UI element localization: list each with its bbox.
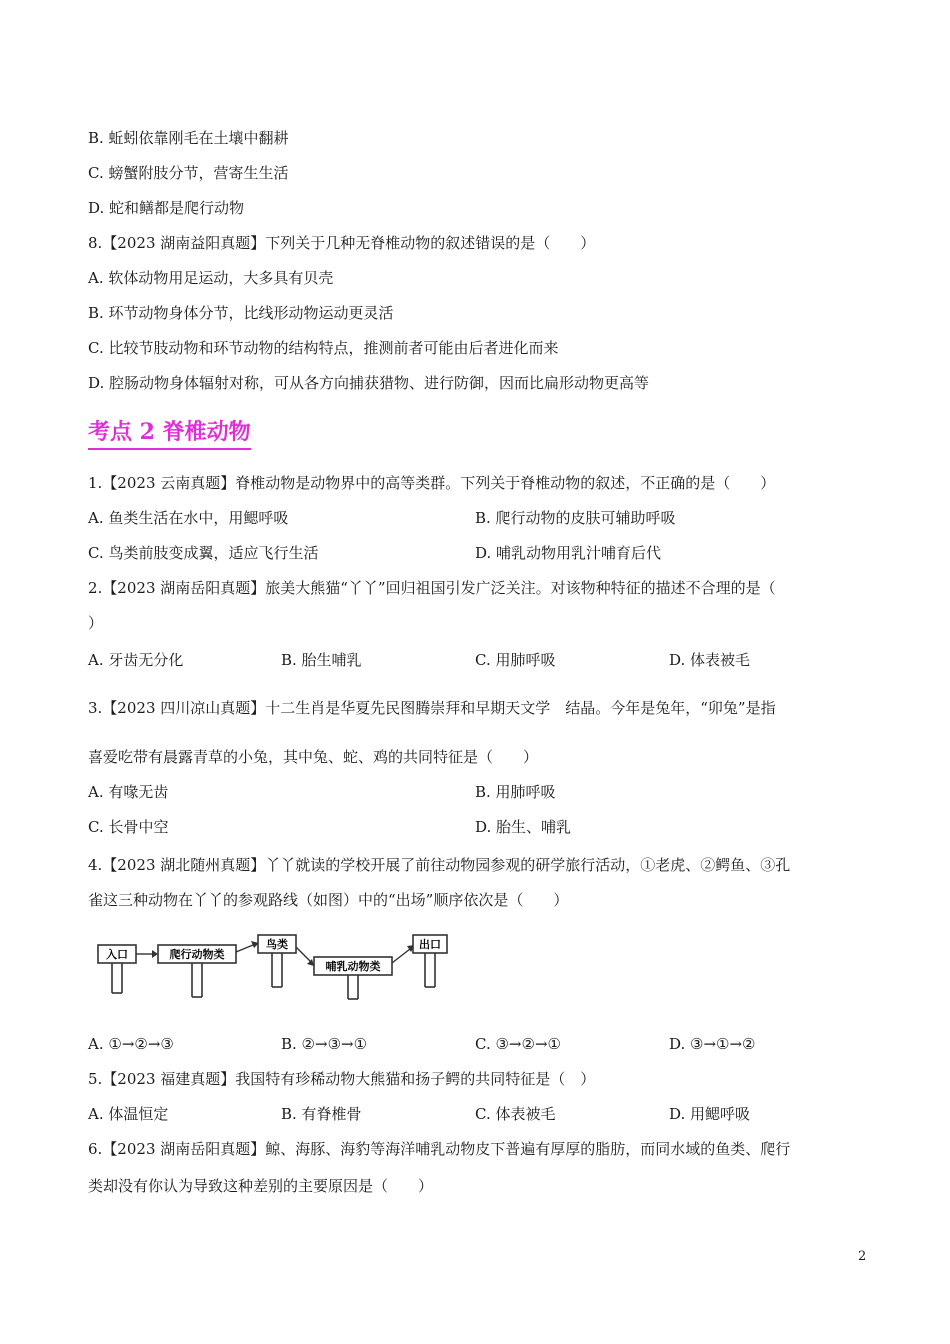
question-8-option-d: D. 腔肠动物身体辐射对称，可从各方向捕获猎物、进行防御，因而比扁形动物更高等 bbox=[88, 374, 650, 392]
question-5-option-a: A. 体温恒定 bbox=[88, 1105, 169, 1123]
question-1-option-d: D. 哺乳动物用乳汁哺育后代 bbox=[475, 544, 662, 562]
question-6-stem: 6.【2023 湖南岳阳真题】鲸、海豚、海豹等海洋哺乳动物皮下普遍有厚厚的脂肪，而同水域的鱼类、爬行 bbox=[88, 1140, 791, 1158]
question-1-option-c: C. 鸟类前肢变成翼，适应飞行生活 bbox=[88, 544, 319, 562]
section-heading: 考点 2 脊椎动物 bbox=[88, 418, 251, 450]
question-3-option-d: D. 胎生、哺乳 bbox=[475, 818, 572, 836]
question-3-stem: 3.【2023 四川凉山真题】十二生肖是华夏先民图腾崇拜和早期天文学 结晶。今年是兔年，“卯兔”是指 bbox=[88, 699, 776, 717]
question-1-option-b: B. 爬行动物的皮肤可辅助呼吸 bbox=[475, 509, 676, 527]
question-1-stem: 1.【2023 云南真题】脊椎动物是动物界中的高等类群。下列关于脊椎动物的叙述，不正确的是（ ） bbox=[88, 474, 776, 492]
question-8-stem: 8.【2023 湖南益阳真题】下列关于几种无脊椎动物的叙述错误的是（ ） bbox=[88, 234, 596, 252]
question-2-option-c: C. 用肺呼吸 bbox=[475, 651, 556, 669]
sign-entrance: 入口 bbox=[106, 948, 128, 961]
sign-reptiles: 爬行动物类 bbox=[169, 948, 225, 961]
option-d: D. 蛇和鳝都是爬行动物 bbox=[88, 199, 245, 217]
question-4-option-a: A. ①→②→③ bbox=[88, 1035, 174, 1053]
question-3-option-a: A. 有喙无齿 bbox=[88, 783, 169, 801]
question-4-option-c: C. ③→②→① bbox=[475, 1035, 561, 1053]
question-5-stem: 5.【2023 福建真题】我国特有珍稀动物大熊猫和扬子鳄的共同特征是（ ） bbox=[88, 1070, 596, 1088]
question-3-option-b: B. 用肺呼吸 bbox=[475, 783, 556, 801]
question-2-option-d: D. 体表被毛 bbox=[669, 651, 751, 669]
question-2-option-a: A. 牙齿无分化 bbox=[88, 651, 184, 669]
question-6-stem-cont: 类却没有你认为导致这种差别的主要原因是（ ） bbox=[88, 1177, 434, 1195]
question-5-option-d: D. 用鳃呼吸 bbox=[669, 1105, 751, 1123]
option-b: B. 蚯蚓依靠刚毛在土壤中翻耕 bbox=[88, 129, 289, 147]
question-2-option-b: B. 胎生哺乳 bbox=[281, 651, 362, 669]
question-1-option-a: A. 鱼类生活在水中，用鳃呼吸 bbox=[88, 509, 289, 527]
question-4-option-d: D. ③→①→② bbox=[669, 1035, 756, 1053]
question-5-option-c: C. 体表被毛 bbox=[475, 1105, 556, 1123]
question-4-option-b: B. ②→③→① bbox=[281, 1035, 368, 1053]
question-8-option-a: A. 软体动物用足运动，大多具有贝壳 bbox=[88, 269, 334, 287]
page-number: 2 bbox=[858, 1249, 867, 1264]
sign-exit: 出口 bbox=[419, 938, 441, 951]
question-4-stem-cont: 雀这三种动物在丫丫的参观路线（如图）中的“出场”顺序依次是（ ） bbox=[88, 891, 569, 909]
question-8-option-b: B. 环节动物身体分节，比线形动物运动更灵活 bbox=[88, 304, 394, 322]
zoo-route-figure bbox=[88, 925, 448, 1005]
question-2-stem: 2.【2023 湖南岳阳真题】旅美大熊猫“丫丫”回归祖国引发广泛关注。对该物种特征的描述不合理的是（ bbox=[88, 579, 776, 597]
question-8-option-c: C. 比较节肢动物和环节动物的结构特点，推测前者可能由后者进化而来 bbox=[88, 339, 559, 357]
question-3-stem-cont: 喜爱吃带有晨露青草的小兔，其中兔、蛇、鸡的共同特征是（ ） bbox=[88, 748, 539, 766]
question-3-option-c: C. 长骨中空 bbox=[88, 818, 169, 836]
sign-mammals: 哺乳动物类 bbox=[325, 960, 381, 973]
question-2-stem-cont: ） bbox=[88, 614, 104, 632]
option-c: C. 螃蟹附肢分节，营寄生生活 bbox=[88, 164, 289, 182]
question-5-option-b: B. 有脊椎骨 bbox=[281, 1105, 362, 1123]
question-4-stem: 4.【2023 湖北随州真题】丫丫就读的学校开展了前往动物园参观的研学旅行活动，①老虎、②鳄鱼、③孔 bbox=[88, 856, 791, 874]
sign-birds: 鸟类 bbox=[266, 938, 288, 951]
